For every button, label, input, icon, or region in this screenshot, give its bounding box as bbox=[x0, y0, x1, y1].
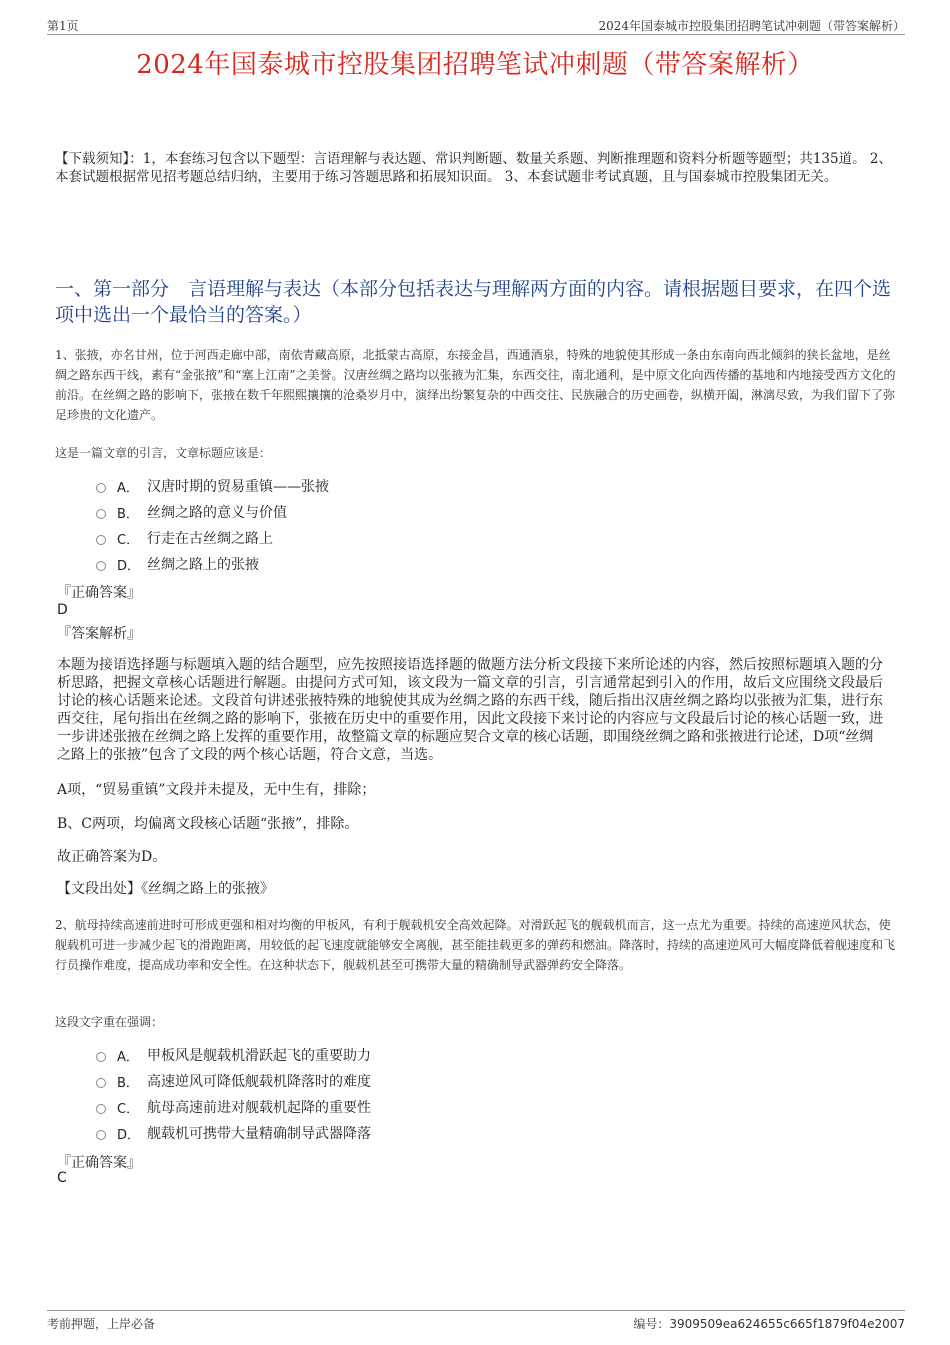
option-letter: A． bbox=[117, 480, 139, 496]
option-letter: D． bbox=[117, 558, 141, 574]
option-letter: A． bbox=[117, 1049, 139, 1065]
question-1-option-a[interactable] bbox=[96, 473, 596, 499]
question-1-option-b[interactable] bbox=[96, 499, 596, 525]
question-1-analysis: 本题为接语选择题与标题填入题的结合题型，应先按照接语选择题的做题方法分析文段接下来所论述的内容，然后按照标题填入题的分析思路，把握文章核心话题进行解题。由提问方式可知，该文段为一篇文章的引言，引言通常起到引入的作用，故后文应围绕文段最后讨论的核心话题来论述。文段首句讲述张掖特殊的地貌使其成为丝绸之路的东西干线，随后指出汉唐丝绸之路均以张掖为汇集，进行东西交往，尾句指出在丝绸之路的影响下，张掖在历史中的重要作用，因此文段接下来讨论的内容应与文段最后讨论的核心话题一致，进一步讲述张掖在丝绸之路上发挥的重要作用，故整篇文章的标题应契合文章的核心话题，即围绕丝绸之路和张掖进行论述，D项“丝绸之路上的张掖”包含了文段的两个核心话题，符合文意，当选。 bbox=[57, 657, 883, 763]
question-2-prompt: 这段文字重在强调： bbox=[55, 1015, 164, 1029]
question-2-options bbox=[96, 1042, 596, 1146]
question-1-answer: D bbox=[57, 602, 68, 618]
option-text: 甲板风是舰载机滑跃起飞的重要助力 bbox=[147, 1048, 371, 1064]
footer-code bbox=[633, 1315, 905, 1332]
question-1-answer-label: 『正确答案』 bbox=[57, 585, 141, 601]
radio-icon[interactable] bbox=[96, 1052, 106, 1062]
question-1-conclusion: 故正确答案为D。 bbox=[57, 849, 167, 865]
question-1-prompt: 这是一篇文章的引言，文章标题应该是： bbox=[55, 446, 272, 460]
question-1-options bbox=[96, 473, 596, 577]
option-text: 航母高速前进对舰载机起降的重要性 bbox=[147, 1100, 371, 1116]
option-text: 汉唐时期的贸易重镇——张掖 bbox=[147, 479, 329, 495]
radio-icon[interactable] bbox=[96, 1104, 106, 1114]
download-notice: 【下载须知】：1，本套练习包含以下题型：言语理解与表达题、常识判断题、数量关系题、判断推理题和资料分析题等题型；共135道。 2、本套试题根据常见招考题总结归纳，主要用于练习答题思路和拓展知识面。 3、本套试题非考试真题，且与国泰城市控股集团无关。 bbox=[55, 151, 892, 185]
footer-code-label: 编号： bbox=[633, 1317, 670, 1331]
question-2-option-a[interactable] bbox=[96, 1042, 596, 1068]
question-1-source: 【文段出处】《丝绸之路上的张掖》 bbox=[57, 881, 274, 897]
section-heading: 一、第一部分 言语理解与表达（本部分包括表达与理解两方面的内容。请根据题目要求，在四个选项中选出一个最恰当的答案。） bbox=[55, 278, 892, 326]
question-2-text: 2、航母持续高速前进时可形成更强和相对均衡的甲板风，有利于舰载机安全高效起降。对滑跃起飞的舰载机而言，这一点尤为重要。持续的高速逆风状态，使舰载机可进一步减少起飞的滑跑距离，用较低的起飞速度就能够安全离舰，甚至能挂载更多的弹药和燃油。降落时，持续的高速逆风可大幅度降低着舰速度和飞行员操作难度，提高成功率和安全性。在这种状态下，舰载机甚至可携带大量的精确制导武器弹药安全降落。 bbox=[55, 918, 896, 972]
footer-code-value: 3909509ea624655c665f1879f04e2007 bbox=[669, 1317, 905, 1331]
radio-icon[interactable] bbox=[96, 509, 106, 519]
radio-icon[interactable] bbox=[96, 483, 106, 493]
question-2-option-c[interactable] bbox=[96, 1094, 596, 1120]
document-title: 2024年国泰城市控股集团招聘笔试冲刺题（带答案解析） bbox=[136, 50, 814, 80]
option-letter: B． bbox=[117, 506, 139, 522]
question-2-option-d[interactable] bbox=[96, 1120, 596, 1146]
radio-icon[interactable] bbox=[96, 561, 106, 571]
option-text: 舰载机可携带大量精确制导武器降落 bbox=[147, 1126, 371, 1142]
question-1-option-d[interactable] bbox=[96, 551, 596, 577]
question-2-answer-label: 『正确答案』 bbox=[57, 1155, 141, 1171]
option-text: 丝绸之路上的张掖 bbox=[147, 557, 259, 573]
page-number: 第1页 bbox=[47, 19, 79, 33]
page-footer bbox=[47, 1310, 905, 1331]
option-text: 高速逆风可降低舰载机降落时的难度 bbox=[147, 1074, 371, 1090]
option-letter: D． bbox=[117, 1127, 141, 1143]
question-2-answer: C bbox=[57, 1170, 67, 1186]
radio-icon[interactable] bbox=[96, 535, 106, 545]
radio-icon[interactable] bbox=[96, 1130, 106, 1140]
option-letter: B． bbox=[117, 1075, 139, 1091]
question-2-option-b[interactable] bbox=[96, 1068, 596, 1094]
footer-slogan: 考前押题，上岸必备 bbox=[47, 1317, 156, 1331]
option-letter: C． bbox=[117, 532, 140, 548]
page-header bbox=[47, 14, 905, 35]
option-text: 丝绸之路的意义与价值 bbox=[147, 505, 287, 521]
header-doc-title: 2024年国泰城市控股集团招聘笔试冲刺题（带答案解析） bbox=[598, 19, 905, 33]
question-1-option-c[interactable] bbox=[96, 525, 596, 551]
option-letter: C． bbox=[117, 1101, 140, 1117]
option-text: 行走在古丝绸之路上 bbox=[147, 531, 273, 547]
question-1-analysis-a: A项，“贸易重镇”文段并未提及，无中生有，排除； bbox=[57, 782, 376, 798]
question-1-text: 1、张掖，亦名甘州，位于河西走廊中部，南依青藏高原，北抵蒙古高原，东接金昌，西通酒泉，特殊的地貌使其形成一条由东南向西北倾斜的狭长盆地，是丝绸之路东西干线，素有“金张掖”和“塞上江南”之美誉。汉唐丝绸之路均以张掖为汇集，东西交往，南北通利，是中原文化向西传播的基地和内地接受西方文化的前沿。在丝绸之路的影响下，张掖在数千年熙熙攘攘的沧桑岁月中，演绎出纷繁复杂的中西交往、民族融合的历史画卷，纵横开阖，淋漓尽致，为我们留下了弥足珍贵的文化遗产。 bbox=[55, 348, 896, 422]
question-1-analysis-bc: B、C两项，均偏离文段核心话题“张掖”，排除。 bbox=[57, 816, 359, 832]
radio-icon[interactable] bbox=[96, 1078, 106, 1088]
question-1-analysis-label: 『答案解析』 bbox=[57, 626, 141, 642]
